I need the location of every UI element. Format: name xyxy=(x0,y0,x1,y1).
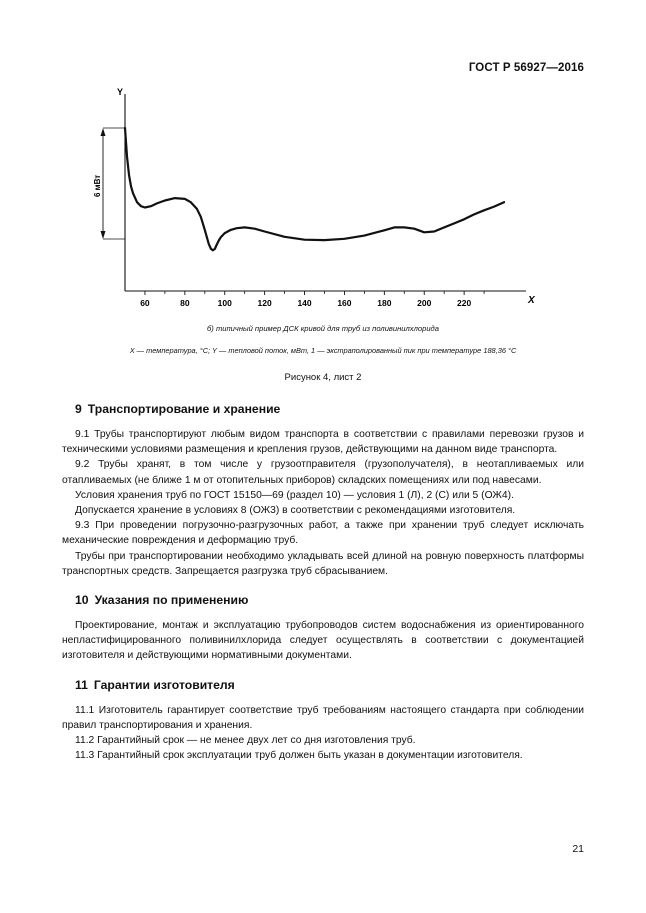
page-number: 21 xyxy=(572,843,584,855)
paragraph: Проектирование, монтаж и эксплуатацию трубопроводов систем водоснабжения из ориентированного непластифицированного поливинилхлорида следует осуществлять в соответствии с документацией изготовителя и действующими нормативными документами. xyxy=(62,620,584,662)
section-heading: 10 Указания по применению xyxy=(75,593,249,608)
x-ticks xyxy=(140,291,484,308)
paragraph: Допускается хранение в условиях 8 (ОЖ3) в соответствии с рекомендациями изготовителя. xyxy=(75,505,516,517)
figure-subcaption: б) типичный пример ДСК кривой для труб из поливинилхлорида xyxy=(207,324,439,333)
section-transport xyxy=(62,401,584,579)
x-tick-label: 220 xyxy=(457,298,472,308)
y-axis-label: Y xyxy=(117,87,124,97)
paragraph: 11.1 Изготовитель гарантирует соответствие труб требованиям настоящего стандарта при соблюдении правил транспортирования и хранения. xyxy=(62,704,584,731)
x-tick-label: 180 xyxy=(377,298,392,308)
paragraph: 9.3 При проведении погрузочно-разгрузочных работ, а также при хранении труб следует исключать механические повреждения и деформацию труб. xyxy=(62,520,584,547)
paragraph: Трубы при транспортировании необходимо укладывать всей длиной на ровную поверхность платформы транспортных средств. Запрещается разгрузка труб сбрасыванием. xyxy=(62,550,584,577)
paragraph: 9.1 Трубы транспортируют любым видом транспорта в соответствии с правилами перевозки грузов и техническими условиями размещения и крепления грузов, действующими на данном виде транспорта. xyxy=(62,429,584,456)
dsc-chart xyxy=(0,0,646,320)
section-warranty xyxy=(62,677,584,764)
section-heading: 9 Транспортирование и хранение xyxy=(75,402,281,416)
x-tick-label: 100 xyxy=(217,298,232,308)
x-tick-label: 120 xyxy=(257,298,272,308)
paragraph: 11.3 Гарантийный срок эксплуатации труб должен быть указан в документации изготовителя. xyxy=(75,750,523,762)
figure-title: Рисунок 4, лист 2 xyxy=(284,372,362,383)
section-application xyxy=(62,592,584,664)
x-tick-label: 200 xyxy=(417,298,432,308)
standard-header: ГОСТ Р 56927—2016 xyxy=(468,62,584,74)
scale-bar xyxy=(93,128,125,239)
paragraph: 11.2 Гарантийный срок — не менее двух лет со дня изготовления труб. xyxy=(75,735,416,747)
scale-bar-label: 6 мВт xyxy=(93,174,102,197)
paragraph: Условия хранения труб по ГОСТ 15150—69 (раздел 10) — условия 1 (Л), 2 (С) или 5 (ОЖ4). xyxy=(75,489,514,501)
paragraph: 9.2 Трубы хранят, в том числе у грузоотправителя (грузополучателя), в неотапливаемых или отапливаемых (не ближе 1 м от отопительных приборов) складских помещениях или под навесами. xyxy=(62,459,584,486)
figure-legend: X — температура, °C; Y — тепловой поток, мВт, 1 — экстраполированный пик при температуре 188,36 °C xyxy=(129,346,517,355)
x-axis-label: X xyxy=(528,295,535,306)
x-tick-label: 80 xyxy=(180,298,190,308)
x-tick-label: 140 xyxy=(297,298,312,308)
document-body xyxy=(62,401,584,776)
dsc-curve xyxy=(125,128,504,250)
x-tick-label: 60 xyxy=(140,298,150,308)
section-heading: 11 Гарантии изготовителя xyxy=(75,677,235,692)
x-tick-label: 160 xyxy=(337,298,352,308)
